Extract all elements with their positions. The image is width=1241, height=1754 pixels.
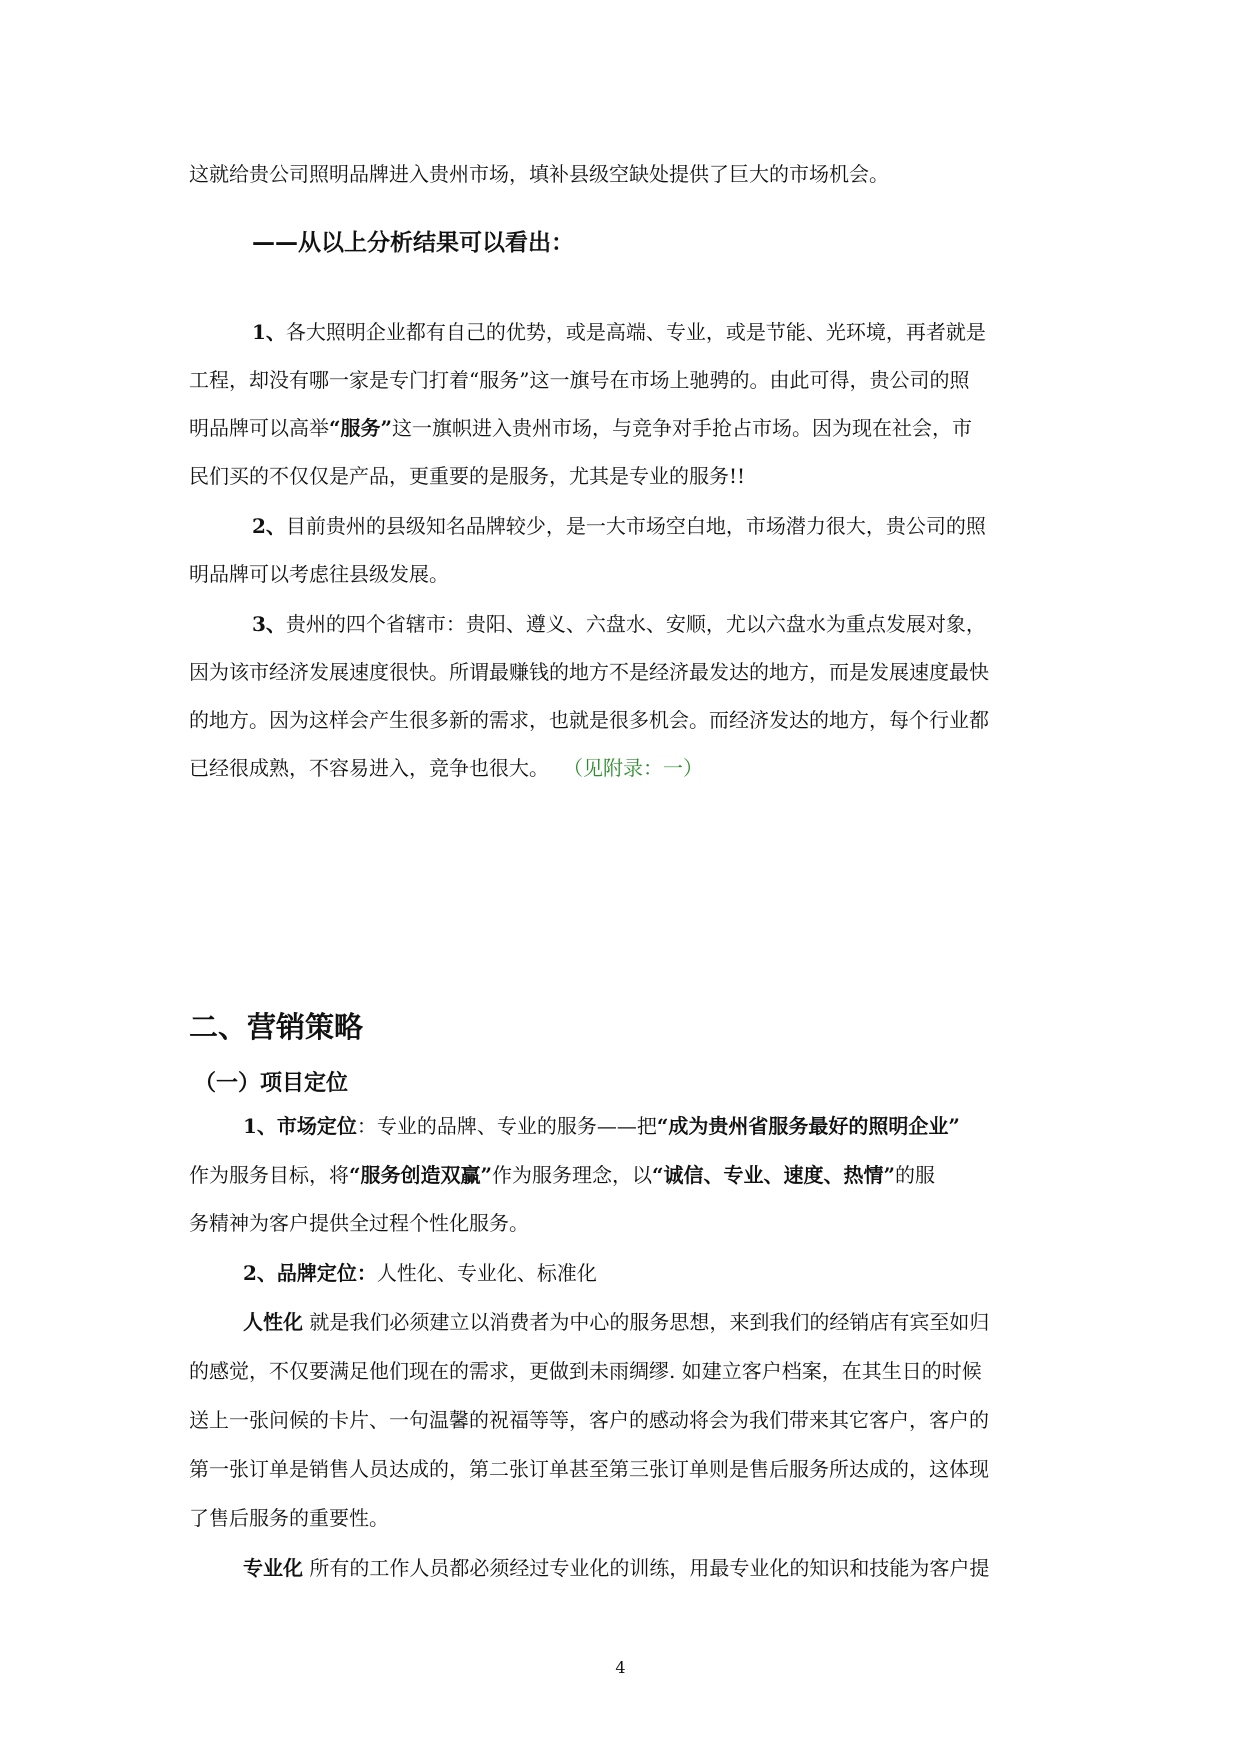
market-bold3: “诚信、专业、速度、热情”: [652, 1163, 896, 1187]
market-line1: [243, 1112, 960, 1140]
intro-line: [189, 160, 889, 188]
point1-line3-pre: 明品牌可以高举: [189, 416, 329, 440]
point1-text1: 各大照明企业都有自己的优势，或是高端、专业，或是节能、光环境，再者就是: [285, 320, 986, 344]
market-text1: 专业的品牌、专业的服务——把: [376, 1114, 657, 1138]
point1-line3-bold: “服务”: [329, 416, 393, 440]
brand-label: 2、品牌定位：: [243, 1261, 377, 1285]
point3-line4: [189, 754, 703, 782]
subsection-title: （一）项目定位: [194, 1071, 349, 1096]
humanized-label: 人性化: [243, 1310, 303, 1334]
appendix-reference: （见附录：一）: [573, 756, 703, 780]
humanized-line3: 送上一张问候的卡片、一句温馨的祝福等等，客户的感动将会为我们带来其它客户，客户的: [189, 1408, 989, 1432]
humanized-line1: [243, 1308, 989, 1336]
humanized-line5: 了售后服务的重要性。: [189, 1506, 389, 1530]
point2-line1: [252, 512, 986, 540]
brand-line: [243, 1259, 597, 1287]
market-bold1: “成为贵州省服务最好的照明企业”: [656, 1114, 960, 1138]
point1-line1: [252, 318, 986, 346]
professional-text1: 所有的工作人员都必须经过专业化的训练，用最专业化的知识和技能为客户提: [303, 1556, 990, 1580]
point3-number: 3、: [252, 612, 286, 636]
point1-line3: [189, 414, 972, 442]
market-line3: 务精神为客户提供全过程个性化服务。: [189, 1211, 529, 1235]
humanized-line2: 的感觉，不仅要满足他们现在的需求，更做到未雨绸缪. 如建立客户档案，在其生日的时候: [189, 1359, 982, 1383]
point1-number: 1、: [252, 320, 286, 344]
humanized-text1: 就是我们必须建立以消费者为中心的服务思想，来到我们的经销店有宾至如归: [303, 1310, 990, 1334]
brand-text: 人性化、专业化、标准化: [376, 1261, 597, 1285]
point1-line3-post: 这一旗帜进入贵州市场，与竞争对手抢占市场。因为现在社会，市: [392, 416, 973, 440]
point2-line2: 明品牌可以考虑往县级发展。: [189, 562, 449, 586]
point3-line2: 因为该市经济发展速度很快。所谓最赚钱的地方不是经济最发达的地方，而是发展速度最快: [189, 660, 989, 684]
point3-line1: [252, 610, 986, 638]
market-text3: 作为服务理念，以: [492, 1163, 653, 1187]
point1-line4: 民们买的不仅仅是产品，更重要的是服务，尤其是专业的服务!!: [189, 464, 746, 488]
market-colon: ：: [356, 1114, 377, 1138]
intro-text: 这就给贵公司照明品牌进入贵州市场，填补县级空缺处提供了巨大的市场机会。: [189, 162, 889, 186]
market-text2: 作为服务目标，将: [189, 1163, 349, 1187]
professional-line1: [243, 1554, 989, 1582]
point2-text1: 目前贵州的县级知名品牌较少，是一大市场空白地，市场潜力很大，贵公司的照: [285, 514, 986, 538]
humanized-line4: 第一张订单是销售人员达成的，第二张订单甚至第三张订单则是售后服务所达成的，这体现: [189, 1457, 989, 1481]
professional-label: 专业化: [243, 1556, 303, 1580]
market-bold2: “服务创造双赢”: [349, 1163, 493, 1187]
market-line2: [189, 1161, 935, 1189]
market-text4: 的服: [895, 1163, 936, 1187]
section-title: 二、营销策略: [189, 1010, 364, 1044]
market-label: 1、市场定位: [243, 1114, 357, 1138]
point2-number: 2、: [252, 514, 286, 538]
analysis-heading: ——从以上分析结果可以看出：: [252, 230, 574, 256]
point3-line3: 的地方。因为这样会产生很多新的需求，也就是很多机会。而经济发达的地方，每个行业都: [189, 708, 989, 732]
point3-text1: 贵州的四个省辖市：贵阳、遵义、六盘水、安顺，尤以六盘水为重点发展对象，: [285, 612, 986, 636]
page-number: 4: [615, 1658, 626, 1677]
point1-line2: 工程，却没有哪一家是专门打着“服务”这一旗号在市场上驰骋的。由此可得，贵公司的照: [189, 368, 970, 392]
point3-line4-text: 已经很成熟，不容易进入，竞争也很大。: [189, 756, 549, 780]
